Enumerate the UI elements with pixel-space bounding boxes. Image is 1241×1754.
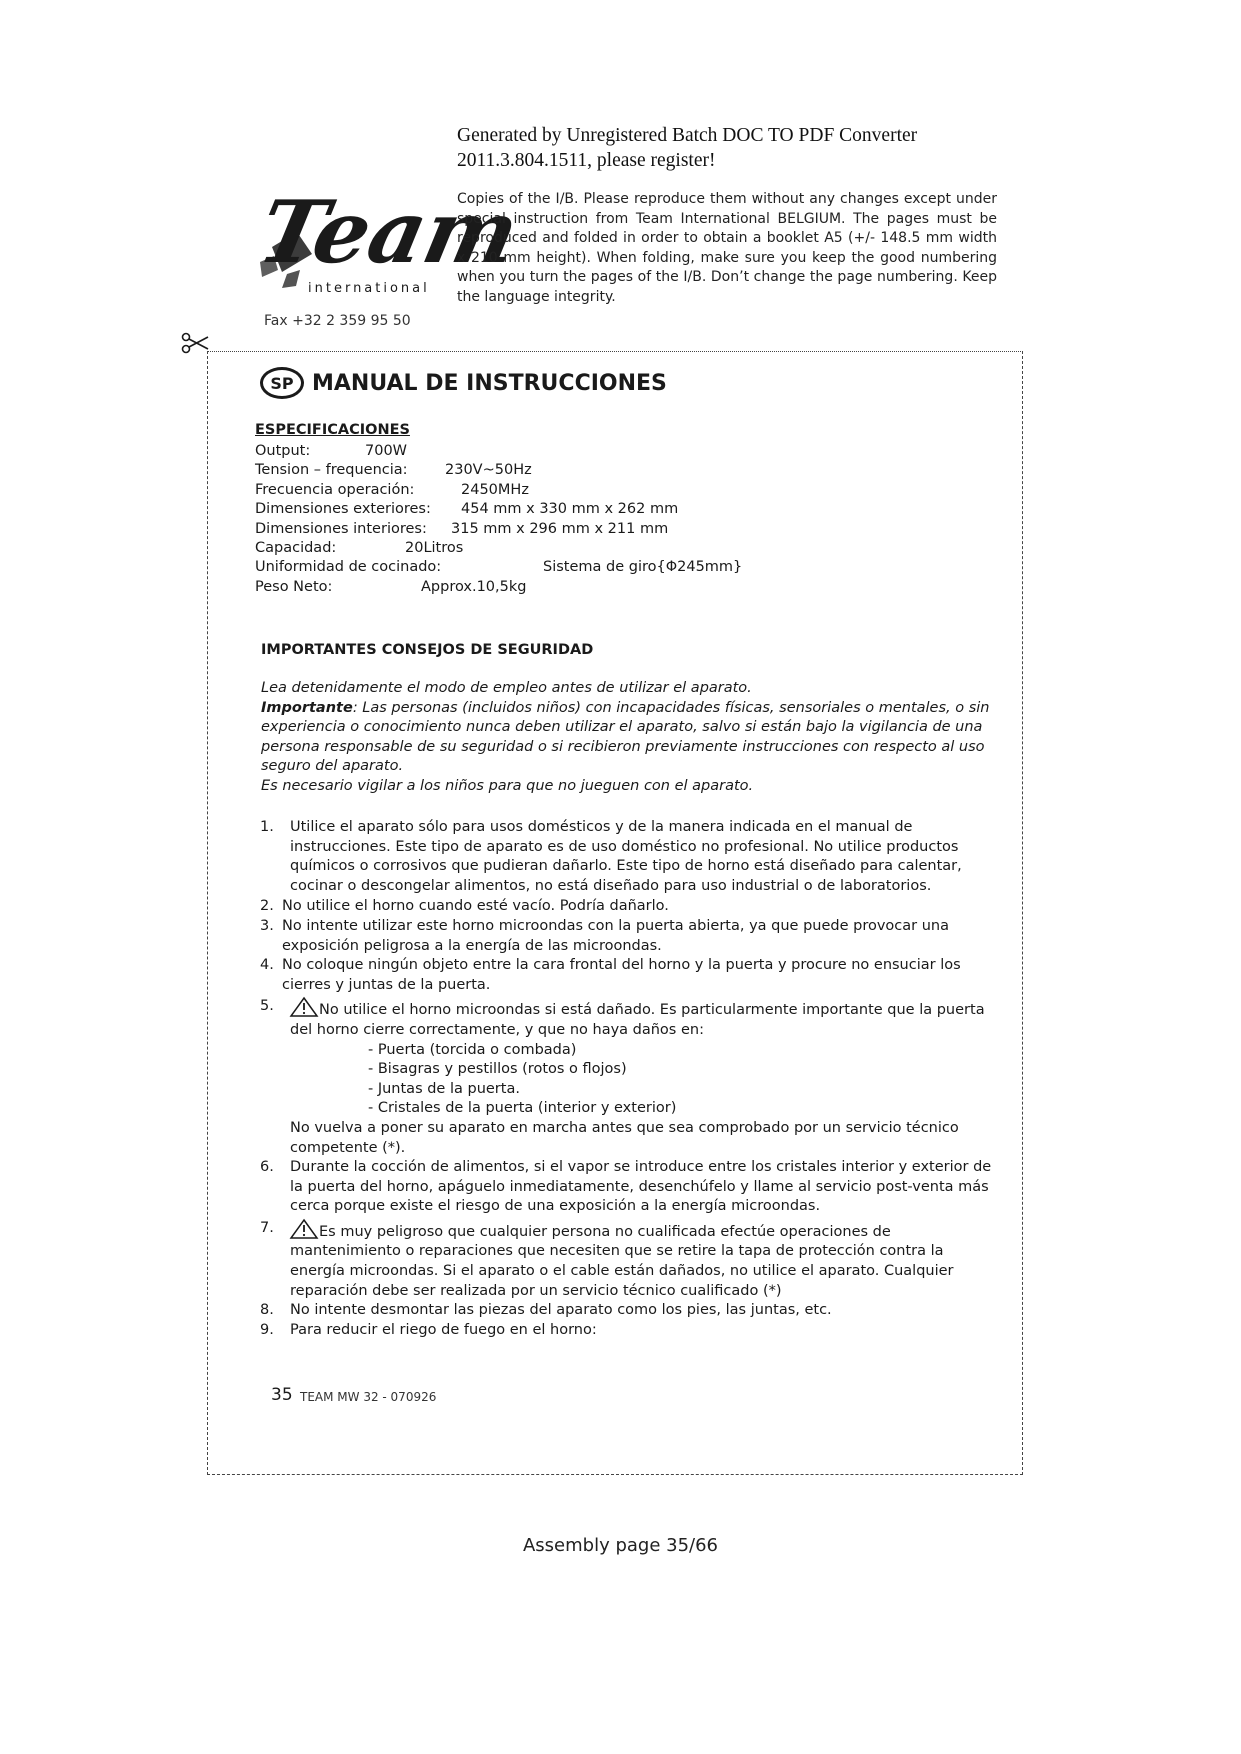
sub-item: - Puerta (torcida o combada) [368,1041,577,1058]
spec-row: Uniformidad de cocinado: Sistema de giro{Φ245mm} [255,559,743,575]
svg-text:international: international [308,281,430,296]
safety-list [260,818,1000,1340]
svg-text:Team: Team [250,180,528,283]
list-item: 9. Para reducir el riego de fuego en el horno: [260,1321,597,1338]
specs-heading: ESPECIFICACIONES [255,422,410,438]
sub-list [290,1041,1000,1119]
converter-notice: Generated by Unregistered Batch DOC TO PDF Converter 2011.3.804.1511, please register! [457,125,918,171]
manual-title: MANUAL DE INSTRUCCIONES [312,370,667,396]
list-item: 3. No intente utilizar este horno microondas con la puerta abierta, ya que puede provocar una exposición peligrosa a la energía de las microondas. [260,917,949,954]
list-item: 7. Es muy peligroso que cualquier persona no cualificada efectúe operaciones de mantenimiento o reparaciones que necesiten que se retire la tapa de protección contra la energía microondas. Si el aparato o el cable están dañados, no utilice el aparato. Cualquier reparación debe ser realizada por un servicio técnico cualificado (*) [260,1219,954,1299]
list-item: 6. Durante la cocción de alimentos, si el vapor se introduce entre los cristales interior y exterior de la puerta del horno, apáguelo inmediatamente, desenchúfelo y llame al servicio post-venta más cerca porque existe el riesgo de una exposición a la energía microondas. [260,1159,992,1215]
list-item: 2. No utilice el horno cuando esté vacío. Podría dañarlo. [260,898,669,915]
fax-number: Fax +32 2 359 95 50 [264,313,411,329]
warning-icon [290,1219,318,1239]
spec-row: Output: 700W [255,443,408,459]
page-number: 35 [271,1385,293,1405]
assembly-page-label: Assembly page 35/66 [522,1535,719,1556]
model-code: TEAM MW 32 - 070926 [300,1390,437,1404]
spec-row: Dimensiones exteriores: 454 mm x 330 mm x 262 mm [255,501,679,517]
manual-title-row [260,363,667,403]
spec-row: Tension – frequencia: 230V~50Hz [255,462,532,478]
spec-row: Peso Neto: Approx.10,5kg [255,579,527,595]
safety-intro: Lea detenidamente el modo de empleo antes de utilizar el aparato. Importante: Las personas (incluidos niños) con incapacidades físicas, sensoriales o mentales, o sin experiencia o conocimiento nunca deben utilizar el aparato, salvo si están bajo la vigilancia de una persona responsable de su seguridad o si recibieron previamente instrucciones con respecto al uso seguro del aparato. Es necesario vigilar a los niños para que no jueguen con el aparato. [261,680,990,794]
item5-note: No vuelva a poner su aparato en marcha antes que sea comprobado por un servicio técnico competente (*). [290,1119,959,1156]
spec-row: Frecuencia operación: 2450MHz [255,482,529,498]
warning-icon [290,997,318,1017]
sub-item: - Juntas de la puerta. [368,1080,520,1097]
list-item: 5. No utilice el horno microondas si está dañado. Es particularmente importante que la puerta del horno cierre correctamente, y que no haya daños en: - Puerta (torcida o combada) - Bisagras y pestillos (rotos o flojos) - Juntas de la puerta. - Cristales de la puerta (interior y exterior) No vuelva a poner su aparato en marcha antes que sea comprobado por un servicio técnico competente (*). [260,997,1000,1158]
list-item: 8. No intente desmontar las piezas del aparato como los pies, las juntas, etc. [260,1302,832,1319]
list-item: 1. Utilice el aparato sólo para usos domésticos y de la manera indicada en el manual de instrucciones. Este tipo de aparato es de uso doméstico no profesional. No utilice productos químicos o corrosivos que pudieran dañarlo. Este tipo de horno está diseñado para calentar, cocinar o descongelar alimentos, no está diseñado para uso industrial o de laboratorios. [260,819,962,894]
sub-item: - Bisagras y pestillos (rotos o flojos) [368,1061,627,1078]
copies-instructions: Copies of the I/B. Please reproduce them without any changes except under special instruction from Team International BELGIUM. The pages must be reproduced and folded in order to obtain a booklet A5 (+/- 148.5 mm width x 210 mm height). When folding, make sure you keep the good numbering when you turn the pages of the I/B. Don’t change the page numbering. Keep the language integrity. [457,191,997,305]
spec-row: Dimensiones interiores: 315 mm x 296 mm x 211 mm [255,521,669,537]
spec-row: Capacidad: 20Litros [255,540,464,556]
language-badge: SP [260,367,304,399]
team-logo [250,162,528,310]
list-item: 4. No coloque ningún objeto entre la cara frontal del horno y la puerta y procure no ensuciar los cierres y juntas de la puerta. [260,957,961,993]
sub-item: - Cristales de la puerta (interior y exterior) [368,1100,677,1117]
safety-heading: IMPORTANTES CONSEJOS DE SEGURIDAD [261,642,594,658]
